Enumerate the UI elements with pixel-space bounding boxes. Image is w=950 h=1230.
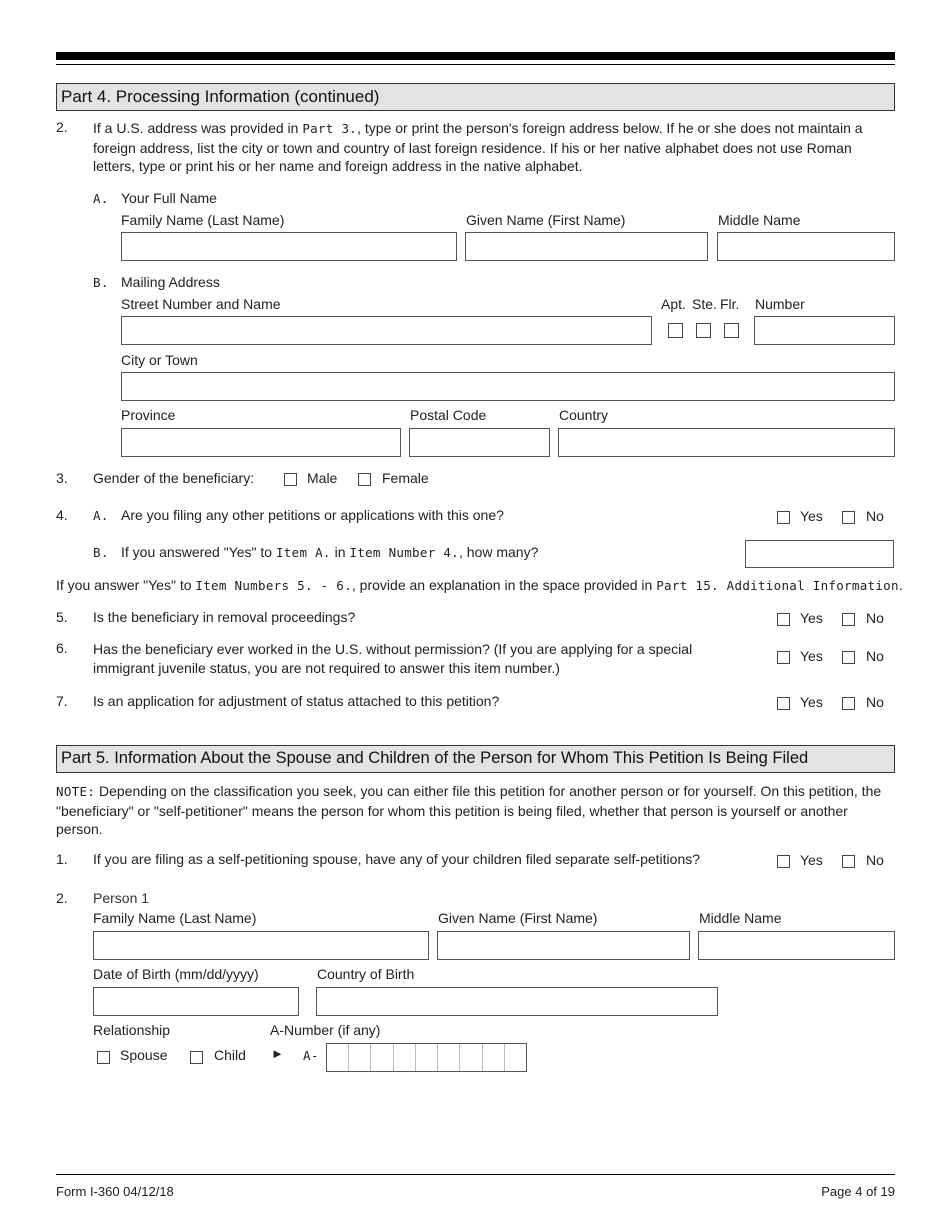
spouse-checkbox[interactable]	[97, 1051, 110, 1064]
p1-relationship-label: Relationship	[93, 1022, 171, 1038]
flr-checkbox[interactable]	[724, 323, 739, 338]
footer-rule	[56, 1174, 895, 1175]
postal-code-input[interactable]	[409, 428, 550, 457]
q6-text: Has the beneficiary ever worked in the U.S. without permission? (If you are applying for a special immigrant juvenile status, you are not required to answer this item number.)	[93, 641, 693, 676]
child-checkbox[interactable]	[190, 1051, 203, 1064]
postal-label: Postal Code	[410, 407, 487, 423]
q7-yes-checkbox[interactable]	[777, 697, 790, 710]
p5q2-number: 2.	[56, 890, 68, 906]
note-items-5-6: If you answer "Yes" to Item Numbers 5. - 6., provide an explanation in the space provided in Part 15. Additional Information.	[56, 577, 903, 593]
p1-dob-label: Date of Birth (mm/dd/yyyy)	[93, 966, 259, 982]
part4-title: Part 4. Processing Information (continued)	[61, 87, 380, 106]
middle-name-input[interactable]	[717, 232, 895, 261]
q3-number: 3.	[56, 470, 68, 486]
q6-no-checkbox[interactable]	[842, 651, 855, 664]
q7-number: 7.	[56, 693, 68, 709]
family-name-input[interactable]	[121, 232, 457, 261]
p1-family-label: Family Name (Last Name)	[93, 910, 257, 926]
flr-label: Flr.	[720, 296, 740, 312]
part5-note: NOTE: Depending on the classification you seek, you can either file this petition for another person or for yourself. On this petition, the "beneficiary" or "self-petitioner" means the person for whom this petition is being filed, whether that person is yourself or another person.	[56, 783, 882, 837]
footer-form-id: Form I-360 04/12/18	[56, 1184, 174, 1199]
q4a-no-label: No	[866, 508, 884, 524]
arrow-icon: ►	[271, 1046, 284, 1061]
p5q1-no-label: No	[866, 852, 884, 868]
top-rule-thick	[56, 52, 895, 60]
part4-header	[56, 83, 895, 111]
q2b-label: Mailing Address	[121, 274, 220, 290]
p1-middle-label: Middle Name	[699, 910, 782, 926]
q6-yes-checkbox[interactable]	[777, 651, 790, 664]
unit-number-input[interactable]	[754, 316, 895, 345]
q4a-letter: A.	[93, 508, 109, 523]
person1-label: Person 1	[93, 890, 150, 906]
province-label: Province	[121, 407, 176, 423]
p1-given-input[interactable]	[437, 931, 690, 960]
q7-yes-label: Yes	[800, 694, 823, 710]
number-label: Number	[755, 296, 805, 312]
q5-yes-label: Yes	[800, 610, 823, 626]
q4b-text: If you answered "Yes" to Item A. in Item Number 4., how many?	[121, 544, 539, 560]
footer-page-number: Page 4 of 19	[821, 1184, 895, 1199]
apt-label: Apt.	[661, 296, 686, 312]
top-rule-thin	[56, 64, 895, 65]
street-input[interactable]	[121, 316, 652, 345]
female-label: Female	[382, 470, 429, 486]
q2a-label: Your Full Name	[121, 190, 217, 206]
q5-text: Is the beneficiary in removal proceedings?	[93, 609, 356, 625]
p1-cob-input[interactable]	[316, 987, 718, 1016]
city-input[interactable]	[121, 372, 895, 401]
spouse-label: Spouse	[120, 1047, 168, 1063]
q7-no-label: No	[866, 694, 884, 710]
q6-number: 6.	[56, 640, 68, 656]
a-number-input[interactable]	[326, 1043, 527, 1072]
p1-dob-input[interactable]	[93, 987, 299, 1016]
a-number-prefix: A-	[303, 1048, 319, 1063]
p1-anumber-label: A-Number (if any)	[270, 1022, 381, 1038]
part5-header	[56, 745, 895, 773]
q2-number: 2.	[56, 119, 68, 135]
p1-cob-label: Country of Birth	[317, 966, 415, 982]
child-label: Child	[214, 1047, 246, 1063]
q5-number: 5.	[56, 609, 68, 625]
q7-text: Is an application for adjustment of status attached to this petition?	[93, 693, 500, 709]
q7-no-checkbox[interactable]	[842, 697, 855, 710]
ste-label: Ste.	[692, 296, 717, 312]
city-label: City or Town	[121, 352, 198, 368]
p5q1-yes-checkbox[interactable]	[777, 855, 790, 868]
q4-number: 4.	[56, 507, 68, 523]
apt-checkbox[interactable]	[668, 323, 683, 338]
q6-no-label: No	[866, 648, 884, 664]
p1-family-input[interactable]	[93, 931, 429, 960]
part5-title: Part 5. Information About the Spouse and Children of the Person for Whom This Petition Is Being Filed	[61, 749, 809, 767]
q2b-letter: B.	[93, 275, 109, 290]
p5q1-number: 1.	[56, 851, 68, 867]
female-checkbox[interactable]	[358, 473, 371, 486]
given-name-input[interactable]	[465, 232, 708, 261]
q4a-text: Are you filing any other petitions or applications with this one?	[121, 507, 504, 523]
ste-checkbox[interactable]	[696, 323, 711, 338]
q5-yes-checkbox[interactable]	[777, 613, 790, 626]
q3-text: Gender of the beneficiary:	[93, 470, 255, 486]
family-name-label: Family Name (Last Name)	[121, 212, 285, 228]
p1-middle-input[interactable]	[698, 931, 895, 960]
q5-no-label: No	[866, 610, 884, 626]
male-label: Male	[307, 470, 338, 486]
q4a-yes-checkbox[interactable]	[777, 511, 790, 524]
country-label: Country	[559, 407, 609, 423]
male-checkbox[interactable]	[284, 473, 297, 486]
q4b-letter: B.	[93, 545, 109, 560]
country-input[interactable]	[558, 428, 895, 457]
p1-given-label: Given Name (First Name)	[438, 910, 598, 926]
q6-yes-label: Yes	[800, 648, 823, 664]
p5q1-text: If you are filing as a self-petitioning spouse, have any of your children filed separate self-petitions?	[93, 851, 701, 867]
q4a-no-checkbox[interactable]	[842, 511, 855, 524]
province-input[interactable]	[121, 428, 401, 457]
q2-text: If a U.S. address was provided in Part 3., type or print the person's foreign address below. If he or she does not maintain a foreign address, list the city or town and country of last foreign residence. If his or her native alphabet does not use Roman letters, type or print his or her name and foreign address in the native alphabet.	[93, 120, 863, 174]
given-name-label: Given Name (First Name)	[466, 212, 626, 228]
street-label: Street Number and Name	[121, 296, 281, 312]
q2a-letter: A.	[93, 191, 109, 206]
middle-name-label: Middle Name	[718, 212, 801, 228]
q4b-count-input[interactable]	[745, 540, 894, 568]
q4a-yes-label: Yes	[800, 508, 823, 524]
q5-no-checkbox[interactable]	[842, 613, 855, 626]
p5q1-yes-label: Yes	[800, 852, 823, 868]
p5q1-no-checkbox[interactable]	[842, 855, 855, 868]
